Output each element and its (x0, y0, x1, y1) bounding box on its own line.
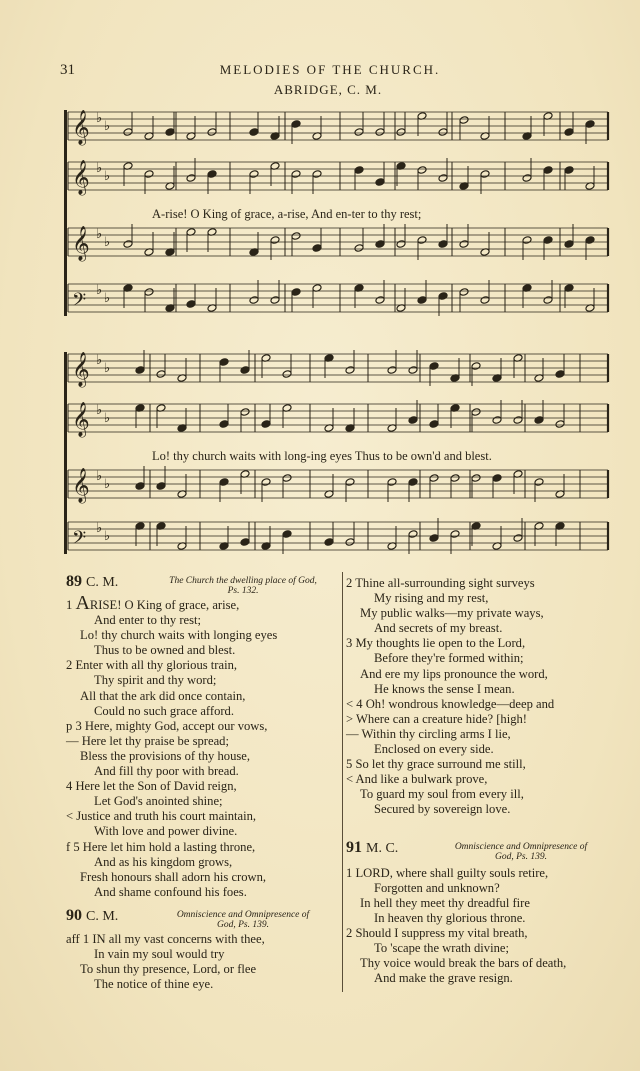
hymn-91-line: In hell they meet thy dreadful fire (360, 895, 530, 910)
clef-icon: 𝄞 (72, 226, 90, 261)
note-head (522, 236, 532, 245)
hymn-90-line: In vain my soul would try (94, 946, 225, 961)
note-head (123, 128, 133, 137)
hymn-90-line: Secured by sovereign love. (374, 802, 511, 817)
hymn-89-line: Fresh honours shall adorn his crown, (80, 869, 267, 884)
hymn-90-line: 2 Thine all-surrounding sight surveys (346, 576, 535, 590)
hymn-89-line: f 5 Here let him hold a lasting throne, (66, 839, 256, 854)
note-head (291, 288, 301, 297)
note-head (282, 474, 292, 483)
note-head (450, 474, 460, 483)
note-head (354, 244, 364, 253)
hymn-91-line: Thy voice would break the bars of death, (360, 956, 567, 971)
clef-icon: 𝄢 (72, 528, 87, 553)
hymn-89-line: Let God's anointed shine; (94, 794, 223, 809)
note-head (438, 128, 448, 137)
flat-icon: ♭ (104, 119, 111, 134)
note-head (291, 170, 301, 179)
note-head (261, 478, 271, 487)
note-head (135, 366, 145, 375)
note-head (471, 362, 481, 371)
note-head (564, 128, 574, 137)
note-head (513, 416, 523, 425)
hymn-91-number: 91 M. C. (346, 838, 399, 856)
clef-icon: 𝄞 (72, 110, 90, 145)
hymn-89-text (66, 592, 338, 900)
note-head (492, 474, 502, 483)
note-head (375, 240, 385, 249)
note-head (207, 128, 217, 137)
note-head (459, 116, 469, 125)
note-head (345, 538, 355, 547)
note-head (207, 170, 217, 179)
note-head (408, 478, 418, 487)
note-head (564, 166, 574, 175)
hymn-90-line: — Within thy circling arms I lie, (346, 726, 511, 741)
note-head (312, 244, 322, 253)
hymn-91-line: 1 LORD, where shall guilty souls retire, (346, 865, 549, 880)
note-head (408, 366, 418, 375)
clef-icon: 𝄞 (72, 468, 90, 503)
note-head (408, 530, 418, 539)
note-head (249, 128, 259, 137)
note-head (459, 240, 469, 249)
flat-icon: ♭ (104, 477, 111, 492)
hymn-89-line: All that the ark did once contain, (80, 688, 246, 703)
hymn-90-line: He knows the sense I mean. (374, 681, 515, 696)
hymn-89-line: < Justice and truth his court maintain, (66, 809, 257, 824)
hymn-90-line: aff 1 IN all my vast concerns with thee, (66, 931, 265, 946)
note-head (387, 478, 397, 487)
hymn-91-title: Omniscience and Omnipresence of God, Ps. 139. (454, 841, 588, 862)
hymn-89-line: Bless the provisions of thy house, (80, 748, 251, 763)
note-head (123, 240, 133, 249)
flat-icon: ♭ (104, 529, 111, 544)
clef-icon: 𝄢 (72, 290, 87, 315)
hymn-90-line: > Where can a creature hide? [high! (346, 711, 527, 726)
hymn-90-line: < 4 Oh! wondrous knowledge—deep and (346, 696, 555, 711)
note-head (543, 166, 553, 175)
note-head (282, 370, 292, 379)
hymn-89-line: — Here let thy praise be spread; (66, 733, 229, 748)
hymn-89-line: And as his kingdom grows, (94, 854, 233, 869)
note-head (534, 416, 544, 425)
note-head (471, 474, 481, 483)
note-head (429, 362, 439, 371)
hymn-91-line: And make the grave resign. (374, 971, 513, 986)
flat-icon: ♭ (96, 227, 103, 242)
hymn-90-line: < And like a bulwark prove, (346, 772, 488, 787)
lyrics-system-1: A-rise! O King of grace, a-rise, And en-ter to thy rest; (152, 207, 422, 221)
note-head (543, 236, 553, 245)
hymn-89-line: Could no such grace afford. (94, 703, 235, 718)
hymn-89-line: And shame confound his foes. (94, 884, 247, 899)
note-head (387, 366, 397, 375)
flat-icon: ♭ (96, 521, 103, 536)
flat-icon: ♭ (104, 291, 111, 306)
right-column (346, 576, 616, 986)
note-head (324, 538, 334, 547)
note-head (417, 166, 427, 175)
note-head (480, 296, 490, 305)
note-head (417, 236, 427, 245)
hymn-90-line: 5 So let thy grace surround me still, (346, 757, 526, 772)
running-title: MELODIES OF THE CHURCH. (219, 62, 441, 77)
note-head (270, 236, 280, 245)
note-head (354, 128, 364, 137)
note-head (543, 296, 553, 305)
note-head (429, 534, 439, 543)
hymn-90-text (66, 932, 338, 992)
note-head (282, 530, 292, 539)
note-head (396, 240, 406, 249)
hymn-89-line: And fill thy poor with bread. (94, 764, 239, 779)
hymn-91-line: 2 Should I suppress my vital breath, (346, 925, 528, 940)
note-head (291, 232, 301, 241)
note-head (354, 166, 364, 175)
note-head (438, 292, 448, 301)
flat-icon: ♭ (96, 353, 103, 368)
note-head (270, 296, 280, 305)
note-head (249, 170, 259, 179)
flat-icon: ♭ (96, 403, 103, 418)
note-head (480, 170, 490, 179)
hymn-90-title: Omniscience and Omnipresence of God, Ps. 139. (176, 909, 310, 930)
note-head (396, 128, 406, 137)
hymn-91-line: Forgotten and unknown? (374, 880, 500, 895)
left-column (66, 574, 338, 992)
note-head (156, 482, 166, 491)
note-head (438, 240, 448, 249)
hymn-90-line: My public walks—my private ways, (360, 606, 544, 621)
hymn-90-line: My rising and my rest, (374, 591, 489, 606)
note-head (429, 420, 439, 429)
note-head (345, 366, 355, 375)
note-head (186, 300, 196, 309)
note-head (219, 478, 229, 487)
drop-cap: A (75, 592, 90, 614)
flat-icon: ♭ (96, 469, 103, 484)
hymn-89-title: The Church the dwelling place of God, Ps. 132. (169, 576, 317, 596)
hymn-89-line: With love and power divine. (94, 824, 238, 839)
note-head (240, 538, 250, 547)
note-head (144, 170, 154, 179)
note-head (219, 420, 229, 429)
flat-icon: ♭ (96, 161, 103, 176)
note-head (144, 288, 154, 297)
note-head (459, 288, 469, 297)
note-head (555, 420, 565, 429)
clef-icon: 𝄞 (72, 352, 90, 387)
hymn-90-line: Before they're formed within; (374, 651, 524, 666)
flat-icon: ♭ (96, 283, 103, 298)
clef-icon: 𝄞 (72, 402, 90, 437)
hymn-91-line: To 'scape the wrath divine; (374, 940, 509, 955)
hymn-89-line: 4 Here let the Son of David reign, (66, 779, 237, 794)
system-bracket (64, 110, 67, 316)
note-head (312, 170, 322, 179)
note-head (471, 408, 481, 417)
hymn-90-line: Enclosed on every side. (374, 742, 494, 757)
flat-icon: ♭ (96, 111, 103, 126)
flat-icon: ♭ (104, 235, 111, 250)
hymn-89-line: p 3 Here, mighty God, accept our vows, (66, 718, 268, 733)
hymn-90-line: And secrets of my breast. (374, 621, 503, 636)
hymn-90-line: 3 My thoughts lie open to the Lord, (346, 636, 526, 651)
note-head (450, 530, 460, 539)
note-head (165, 128, 175, 137)
note-head (492, 416, 502, 425)
hymn-90-line: To guard my soul from every ill, (360, 787, 524, 802)
hymn-89-line: 1 ARISE! O King of grace, arise, (66, 592, 240, 614)
column-divider (342, 572, 343, 992)
note-head (429, 474, 439, 483)
note-head (240, 408, 250, 417)
clef-icon: 𝄞 (72, 160, 90, 195)
note-head (375, 128, 385, 137)
note-head (417, 296, 427, 305)
hymn-91-text (346, 866, 616, 987)
note-head (156, 370, 166, 379)
note-head (219, 358, 229, 367)
note-head (240, 366, 250, 375)
flat-icon: ♭ (104, 169, 111, 184)
hymn-91-line: In heaven thy glorious throne. (374, 910, 526, 925)
note-head (585, 236, 595, 245)
hymn-90-line: To shun thy presence, Lord, or flee (80, 962, 257, 977)
hymn-89-line: And enter to thy rest; (94, 613, 202, 628)
hymn-89-number: 89 C. M. (66, 573, 119, 590)
system-bracket (64, 352, 67, 554)
note-head (186, 174, 196, 183)
tune-name: ABRIDGE, C. M. (273, 82, 383, 97)
flat-icon: ♭ (104, 411, 111, 426)
hymn-90-line: The notice of thine eye. (94, 977, 214, 992)
note-head (375, 178, 385, 187)
note-head (291, 120, 301, 129)
hymn-90-line: And ere my lips pronounce the word, (360, 666, 548, 681)
note-head (522, 174, 532, 183)
lyrics-system-2: Lo! thy church waits with long-ing eyes Thus to be own'd and blest. (152, 449, 492, 463)
note-head (345, 478, 355, 487)
note-head (249, 296, 259, 305)
note-head (585, 120, 595, 129)
note-head (438, 174, 448, 183)
page-number: 31 (60, 62, 75, 78)
note-head (534, 478, 544, 487)
note-head (564, 240, 574, 249)
note-head (555, 370, 565, 379)
hymn-89-line: Lo! thy church waits with longing eyes (80, 628, 278, 643)
hymn-90-number: 90 C. M. (66, 906, 119, 924)
hymn-89-line: 2 Enter with all thy glorious train, (66, 658, 238, 673)
note-head (135, 482, 145, 491)
hymn-89-line: Thus to be owned and blest. (94, 643, 236, 658)
note-head (261, 420, 271, 429)
hymn-90-continued-text (346, 576, 616, 818)
flat-icon: ♭ (104, 361, 111, 376)
note-head (408, 416, 418, 425)
note-head (375, 296, 385, 305)
hymn-89-line: Thy spirit and thy word; (94, 673, 217, 688)
note-head (513, 534, 523, 543)
